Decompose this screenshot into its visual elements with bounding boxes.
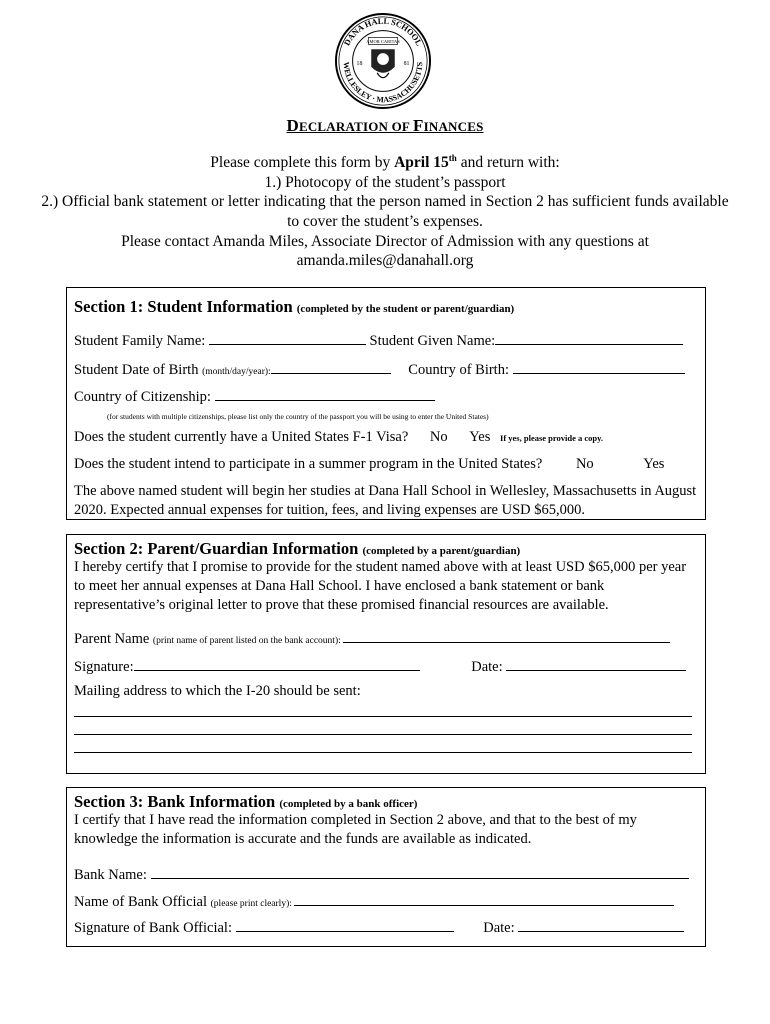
bank-official-signature-field[interactable] [236,918,454,932]
parent-date-field[interactable] [506,657,686,671]
instructions [40,149,730,271]
instructions-item-2: 2.) Official bank statement or letter indicating that the person named in Section 2 has sufficient funds available to cover the student’s expenses. [41,193,729,230]
visa-question-row: Does the student currently have a United States F-1 Visa? No Yes If yes, please provide a copy. [74,429,604,445]
mailing-address-label: Mailing address to which the I-20 should be sent: [74,683,361,699]
instructions-deadline: Please complete this form by April 15th and return with: [210,153,560,172]
instructions-contact: Please contact Amanda Miles, Associate Director of Admission with any questions at amanda.miles@danahall.org [121,232,649,270]
parent-name-row: Parent Name (print name of parent listed on the bank account): [74,629,698,648]
mailing-address-line-2[interactable] [74,734,692,735]
bank-official-date-field[interactable] [518,918,684,932]
document-title: DECLARATION OF FINANCES [286,116,484,135]
country-of-birth-field[interactable] [513,360,685,374]
summer-no-option[interactable]: No [575,456,594,472]
country-of-citizenship-field[interactable] [215,387,435,401]
seal-motto: AMOR CARITAS [366,38,400,44]
bank-official-name-field[interactable] [294,892,674,906]
bank-name-row: Bank Name: [74,865,698,884]
section1-statement: The above named student will begin her studies at Dana Hall School in Wellesley, Massachusetts in August 2020. Expected annual expenses for tuition, fees, and living expenses are USD $65,000. [74,483,697,518]
student-family-name-field[interactable] [209,331,366,345]
parent-signature-field[interactable] [134,657,420,671]
section-student-information [66,287,706,520]
section2-statement: I hereby certify that I promise to provide for the student named above with at least USD $65,000 per year to meet her annual expenses at Dana Hall School. I have enclosed a bank statement or bank representative’s original letter to prove that these promised financial resources are available. [74,559,687,613]
student-dob-field[interactable] [271,360,391,374]
visa-no-option[interactable]: No [429,429,448,445]
bank-official-signature-row: Signature of Bank Official: Date: [74,918,698,937]
bank-official-name-row: Name of Bank Official (please print clearly): [74,892,698,911]
section-bank-information [66,787,706,947]
visa-yes-option[interactable]: Yes [469,429,491,445]
seal-year-left: 18 [356,60,363,67]
bank-name-field[interactable] [151,865,689,879]
section3-statement: I certify that I have read the information completed in Section 2 above, and that to the best of my knowledge the information is accurate and the funds are available as indicated. [74,812,637,847]
student-given-name-field[interactable] [495,331,683,345]
mailing-address-line-1[interactable] [74,716,692,717]
section1-header: Section 1: Student Information (completed by the student or parent/guardian) [74,297,515,316]
student-dob-row: Student Date of Birth (month/day/year): Country of Birth: [74,360,698,379]
seal-year-right: 81 [403,60,410,67]
signature-row: Signature: Date: [74,657,698,676]
instructions-item-1: 1.) Photocopy of the student’s passport [264,173,506,191]
summer-question-row: Does the student intend to participate in a summer program in the United States? No Yes [74,456,665,472]
section3-header: Section 3: Bank Information (completed by a bank officer) [74,792,418,811]
section2-header: Section 2: Parent/Guardian Information (completed by a parent/guardian) [74,539,521,558]
citizenship-note: (for students with multiple citizenships, please list only the country of the passport you will be using to enter the United States) [107,412,489,421]
svg-text:WELLESLEY · MASSACHUSETTS: WELLESLEY · MASSACHUSETTS [341,61,425,105]
dana-hall-school-seal [334,12,432,110]
student-name-row: Student Family Name: Student Given Name: [74,331,698,350]
citizenship-row: Country of Citizenship: [74,387,698,406]
section-parent-guardian-information [66,534,706,774]
parent-name-field[interactable] [343,629,670,643]
mailing-address-line-3[interactable] [74,752,692,753]
svg-text:DANA HALL SCHOOL: DANA HALL SCHOOL [342,16,424,48]
summer-yes-option[interactable]: Yes [643,456,665,472]
